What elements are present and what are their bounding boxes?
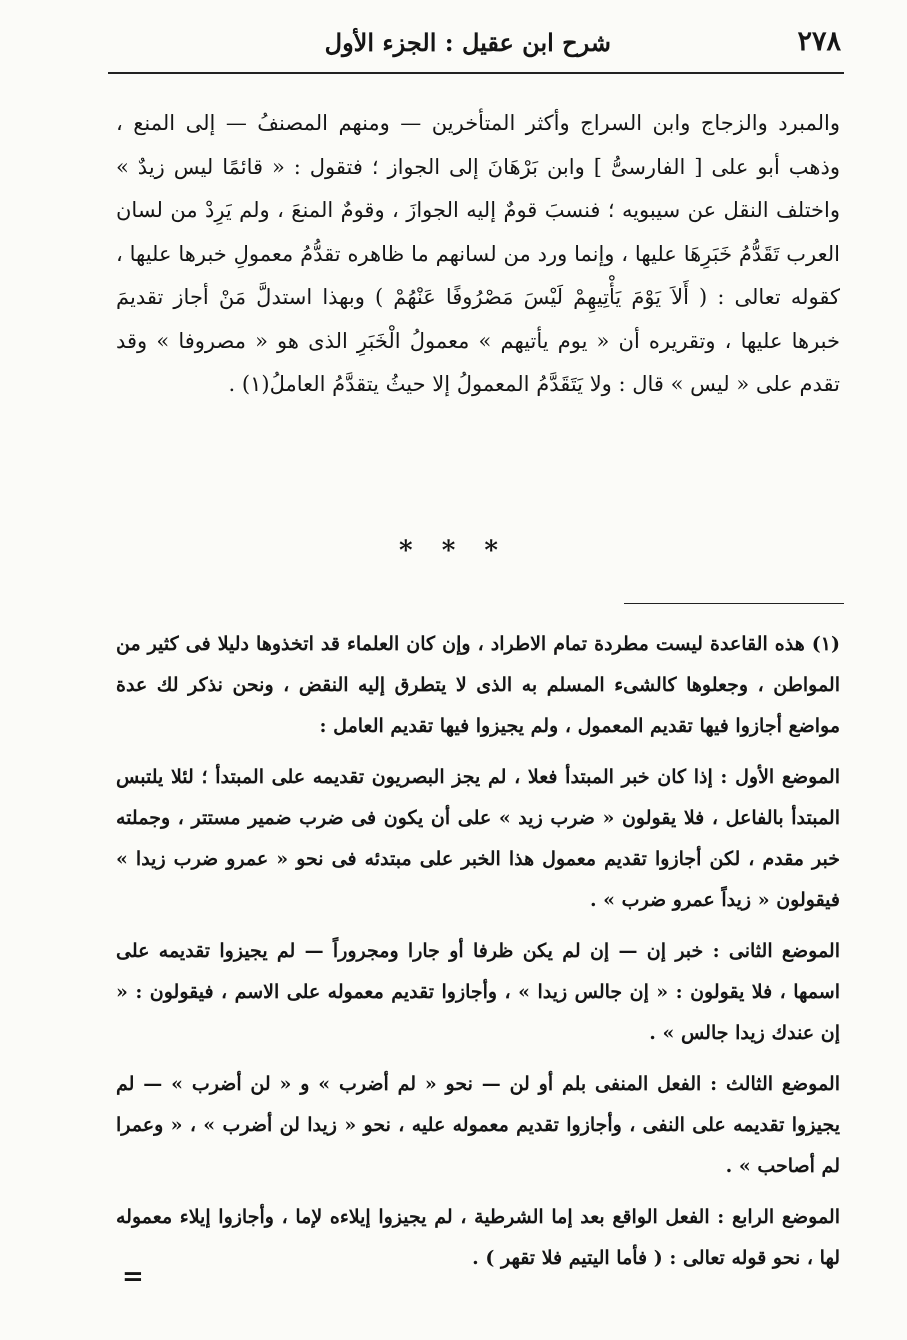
running-title: شرح ابن عقيل : الجزء الأول (324, 28, 611, 57)
main-paragraph: والمبرد والزجاج وابن السراج وأكثر المتأخرين — ومنهم المصنفُ — إلى المنع ، وذهب أبو على [ الفارسىُّ ] وابن بَرْهَانَ إلى الجواز ؛ فتقول : « قائمًا ليس زيدٌ » واختلف النقل عن سيبويه ؛ فنسبَ قومٌ إليه الجوازَ ، وقومٌ المنعَ ، ولم يَرِدْ من لسان العرب تَقَدُّمُ خَبَرِهَا عليها ، وإنما ورد من لسانهم ما ظاهره تقدُّمُ معمولِ خبرها عليها ، كقوله تعالى : ( أَلاَ يَوْمَ يَأْتِيهِمْ لَيْسَ مَصْرُوفًا عَنْهُمْ ) وبهذا استدلَّ مَنْ أجاز تقديمَ خبرها عليها ، وتقريره أن « يوم يأتيهم » معمولُ الْخَبَرِ الذى هو « مصروفا » وقد تقدم على « ليس » قال : ولا يَتَقَدَّمُ المعمولُ إلا حيثُ يتقدَّمُ العاملُ(١) . (116, 111, 840, 396)
footnote-paragraph: الموضع الثالث : الفعل المنفى بلم أو لن — نحو « لم أضرب » و « لن أضرب » — لم يجيزوا تقديمه على النفى ، وأجازوا تقديم معموله عليه ، نحو « زيدا لن أضرب » ، « وعمرا لم أصاحب » . (116, 1073, 840, 1177)
footnote-paragraph: الموضع الثانى : خبر إن — إن لم يكن ظرفا أو جارا ومجروراً — لم يجيزوا تقديمه على اسمها ، فلا يقولون : « إن جالس زيدا » ، وأجازوا تقديم معموله على الاسم ، فيقولون : « إن عندك زيدا جالس » . (116, 940, 840, 1044)
footnote-paragraph: الموضع الرابع : الفعل الواقع بعد إما الشرطية ، لم يجيزوا إيلاءه لإما ، وأجازوا إيلاء معموله لها ، نحو قوله تعالى : ( فأما اليتيم فلا تقهر ) . (116, 1206, 840, 1269)
footnote-rule (624, 603, 844, 604)
page-header (108, 20, 841, 68)
footnote-paragraph: (١) هذه القاعدة ليست مطردة تمام الاطراد ، وإن كان العلماء قد اتخذوها دليلا فى كثير من المواطن ، وجعلوها كالشىء المسلم به الذى لا يتطرق إليه النقض ، ونحن نذكر لك عدة مواضع أجازوا فيها تقديم المعمول ، ولم يجيزوا فيها تقديم العامل : (116, 633, 840, 737)
page-number: ٢٧٨ (797, 26, 841, 57)
section-separator: * * * (399, 536, 508, 566)
header-rule (108, 72, 844, 74)
footnotes (116, 624, 840, 1289)
main-text (116, 102, 840, 407)
footnote-paragraph: الموضع الأول : إذا كان خبر المبتدأ فعلا ، لم يجز البصريون تقديمه على المبتدأ ؛ لئلا يلتبس المبتدأ بالفاعل ، فلا يقولون « ضرب زيد » على أن يكون فى ضرب ضمير مستتر ، وجملته خبر مقدم ، لكن أجازوا تقديم معمول هذا الخبر على مبتدئه فى نحو « عمرو ضرب زيدا » فيقولون « زيداً عمرو ضرب » . (116, 766, 840, 911)
continuation-mark: = (122, 1262, 144, 1292)
